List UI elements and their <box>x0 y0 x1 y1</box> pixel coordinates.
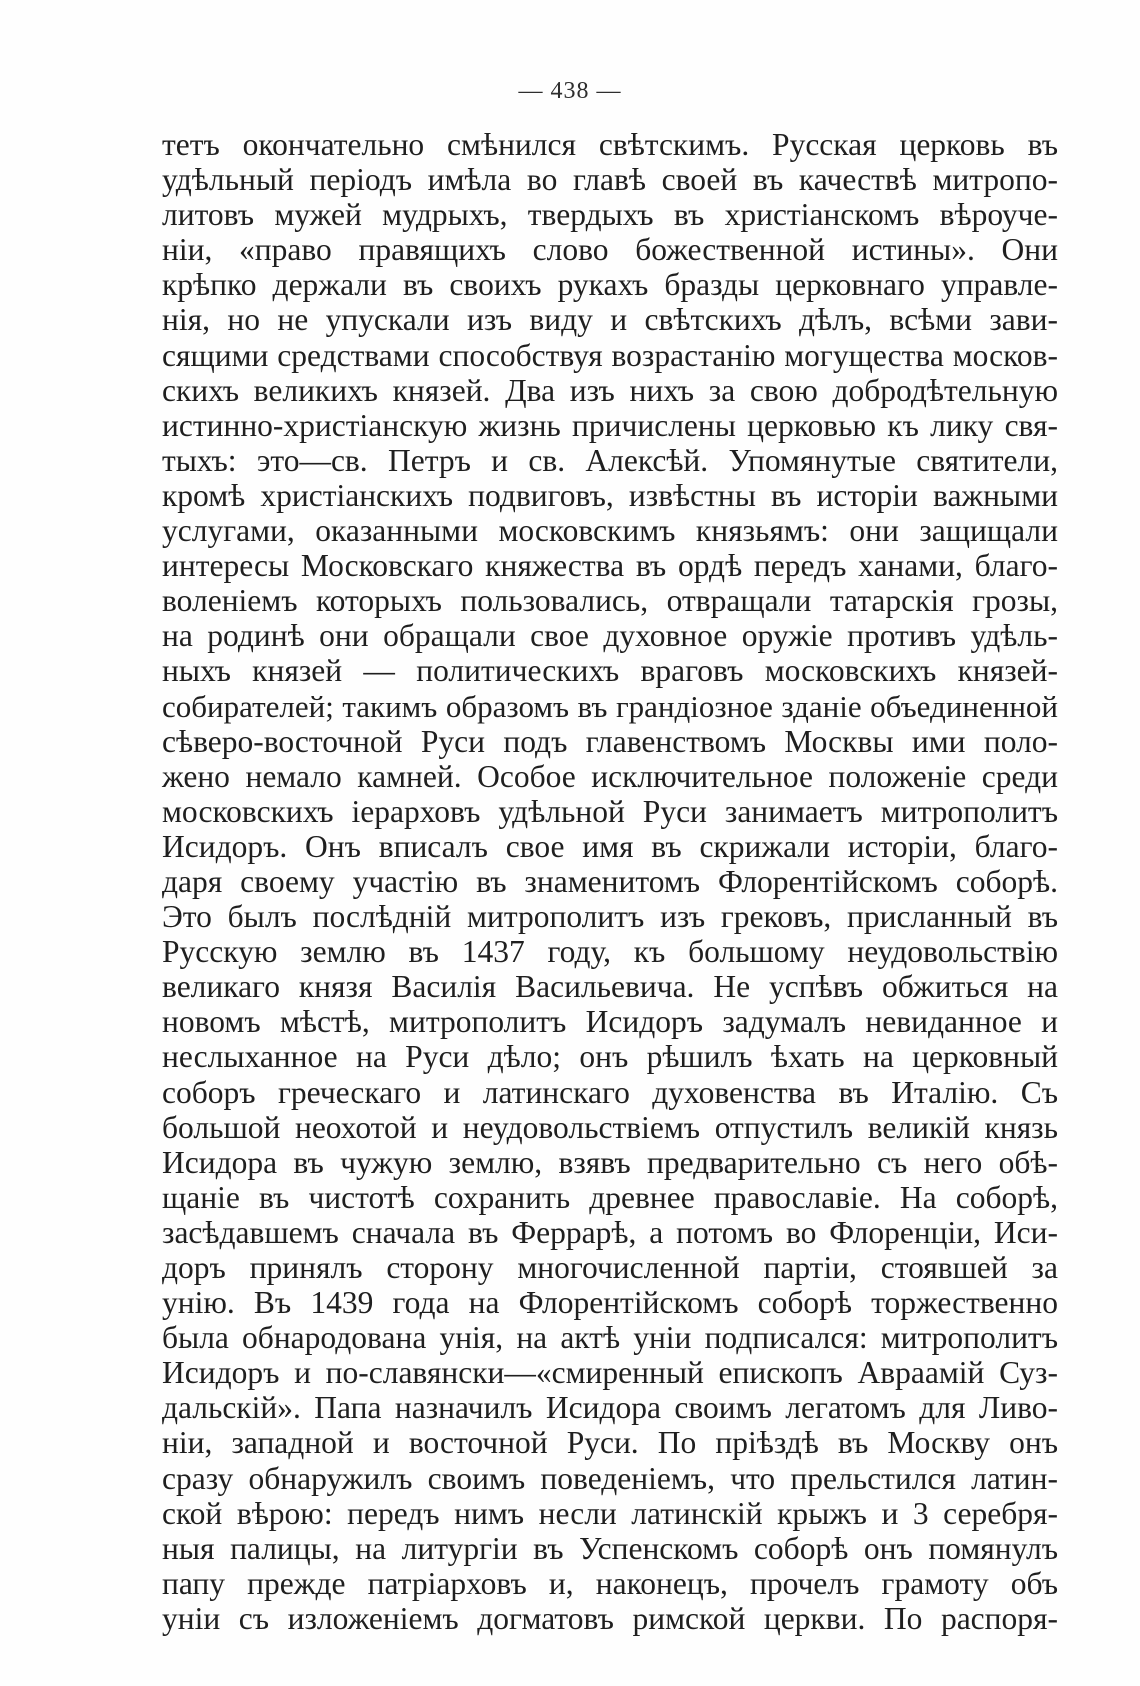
text-line: даря своему участію въ знаменитомъ Флорентійскомъ соборѣ. <box>162 863 1058 899</box>
text-line: тетъ окончательно смѣнился свѣтскимъ. Русская церковь въ <box>162 127 1058 162</box>
text-line: сѣверо-восточной Руси подъ главенствомъ Москвы ими поло- <box>162 723 1058 759</box>
text-line: на родинѣ они обращали свое духовное оружіе противъ удѣль- <box>162 618 1058 654</box>
text-line: Исидоръ. Онъ вписалъ свое имя въ скрижали исторіи, благо- <box>162 828 1058 864</box>
text-line: была обнародована унія, на актѣ уніи подписался: митрополитъ <box>162 1320 1058 1356</box>
text-line: доръ принялъ сторону многочисленной партіи, стоявшей за <box>162 1250 1058 1285</box>
text-line: соборъ греческаго и латинскаго духовенства въ Италію. Съ <box>162 1074 1058 1110</box>
text-line: новомъ мѣстѣ, митрополитъ Исидоръ задумалъ невиданное и <box>162 1004 1058 1040</box>
text-line: большой неохотой и неудовольствіемъ отпустилъ великій князь <box>162 1109 1058 1145</box>
text-line: ныя палицы, на литургіи въ Успенскомъ соборѣ онъ помянулъ <box>162 1530 1058 1566</box>
text-line: засѣдавшемъ сначала въ Феррарѣ, а потомъ во Флоренціи, Иси- <box>162 1214 1058 1250</box>
text-line: Это былъ послѣдній митрополитъ изъ грековъ, присланный въ <box>162 899 1058 935</box>
text-line: интересы Московскаго княжества въ ордѣ передъ ханами, благо- <box>162 548 1058 584</box>
text-line: унію. Въ 1439 года на Флорентійскомъ соборѣ торжественно <box>162 1285 1058 1321</box>
text-line: Исидоръ и по-славянски—«смиренный епископъ Авраамій Суз- <box>162 1355 1058 1391</box>
text-line: удѣльный періодъ имѣла во главѣ своей въ качествѣ митропо- <box>162 162 1058 198</box>
text-line: сразу обнаружилъ своимъ поведеніемъ, что прельстился латин- <box>162 1460 1058 1496</box>
text-line: дальскій». Папа назначилъ Исидора своимъ легатомъ для Ливо- <box>162 1390 1058 1426</box>
text-line: ніи, западной и восточной Руси. По пріѣздѣ въ Москву онъ <box>162 1425 1058 1461</box>
text-line: ніи, «право правящихъ слово божественной истины». Они <box>162 232 1058 268</box>
text-line: сящими средствами способствуя возрастанію могущества москов- <box>162 337 1058 373</box>
text-line: ской вѣрою: передъ нимъ несли латинскій крыжъ и 3 серебря- <box>162 1495 1058 1531</box>
text-line: Исидора въ чужую землю, взявъ предварительно съ него обѣ- <box>162 1144 1058 1180</box>
text-line: уніи съ изложеніемъ догматовъ римской церкви. По распоря- <box>162 1600 1058 1636</box>
body-text <box>162 127 1058 1636</box>
text-line: щаніе въ чистотѣ сохранить древнее православіе. На соборѣ, <box>162 1179 1058 1215</box>
page-number: — 438 — <box>518 78 622 104</box>
text-line: истинно-христіанскую жизнь причислены церковью къ лику свя- <box>162 407 1058 443</box>
text-line: ныхъ князей — политическихъ враговъ московскихъ князей- <box>162 653 1058 689</box>
text-line: неслыханное на Руси дѣло; онъ рѣшилъ ѣхать на церковный <box>162 1039 1058 1075</box>
text-line: воленіемъ которыхъ пользовались, отвращали татарскія грозы, <box>162 583 1058 619</box>
text-line: литовъ мужей мудрыхъ, твердыхъ въ христіанскомъ вѣроуче- <box>162 197 1058 233</box>
text-line: папу прежде патріарховъ и, наконецъ, прочелъ грамоту объ <box>162 1565 1058 1601</box>
text-line: Русскую землю въ 1437 году, къ большому неудовольствію <box>162 934 1058 970</box>
text-line: кромѣ христіанскихъ подвиговъ, извѣстны въ исторіи важными <box>162 477 1058 513</box>
text-line: крѣпко держали въ своихъ рукахъ бразды церковнаго управле- <box>162 267 1058 303</box>
text-line: услугами, оказанными московскимъ князьямъ: они защищали <box>162 513 1058 549</box>
text-line: великаго князя Василія Васильевича. Не успѣвъ обжиться на <box>162 969 1058 1005</box>
text-line: скихъ великихъ князей. Два изъ нихъ за свою добродѣтельную <box>162 372 1058 408</box>
text-line: собирателей; такимъ образомъ въ грандіозное зданіе объединенной <box>162 688 1058 724</box>
text-line: нія, но не упускали изъ виду и свѣтскихъ дѣлъ, всѣми зави- <box>162 302 1058 338</box>
text-line: московскихъ іерарховъ удѣльной Руси занимаетъ митрополитъ <box>162 793 1058 829</box>
text-line: тыхъ: это—св. Петръ и св. Алексѣй. Упомянутые святители, <box>162 442 1058 478</box>
text-line: жено немало камней. Особое исключительное положеніе среди <box>162 758 1058 794</box>
